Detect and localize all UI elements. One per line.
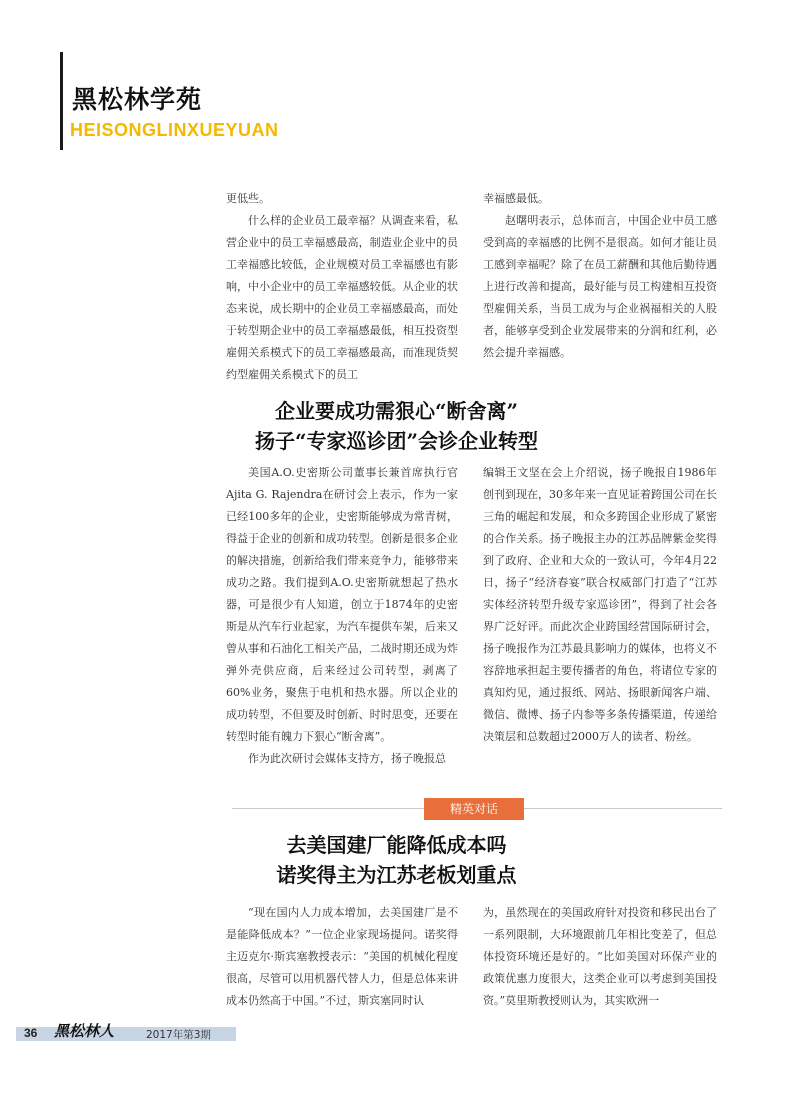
article3-right-column bbox=[483, 902, 717, 1012]
headline-line: 去美国建厂能降低成本吗 bbox=[286, 833, 507, 857]
article2-left-column bbox=[226, 462, 458, 770]
article2-headline bbox=[0, 396, 793, 456]
paragraph: 作为此次研讨会媒体支持方，扬子晚报总 bbox=[248, 752, 446, 765]
section1-left-column bbox=[226, 188, 458, 386]
paragraph: 更低些。 bbox=[226, 192, 270, 205]
paragraph: 赵曙明表示，总体而言，中国企业中员工感受到高的幸福感的比例不是很高。如何才能让员工感到幸福呢？除了在员工薪酬和其他后勤待遇上进行改善和提高，最好能与员工构建相互投资型雇佣关系，当员工成为与企业祸福相关的人股者，能够享受到企业发展带来的分润和红利，必然会提升幸福感。 bbox=[483, 214, 717, 359]
headline-line: 诺奖得主为江苏老板划重点 bbox=[276, 863, 517, 887]
header-accent-bar bbox=[60, 52, 63, 150]
section-title: 黑松林学苑 bbox=[72, 85, 203, 114]
paragraph: 幸福感最低。 bbox=[483, 192, 549, 205]
paragraph: 为，虽然现在的美国政府针对投资和移民出台了一系列限制，大环境跟前几年相比变差了，但总体投资环境还是好的。“比如美国对环保产业的政策优惠力度很大，这类企业可以考虑到美国投资。”莫里斯教授则认为，其实欧洲一 bbox=[483, 906, 717, 1007]
paragraph: “现在国内人力成本增加，去美国建厂是不是能降低成本？”一位企业家现场提问。诺奖得主迈克尔·斯宾塞教授表示：“美国的机械化程度很高，尽管可以用机器代替人力，但是总体来讲成本仍然高于中国。”不过，斯宾塞同时认 bbox=[226, 906, 458, 1007]
page-number: 36 bbox=[24, 1026, 38, 1040]
magazine-logo: 黑松林人 bbox=[54, 1022, 115, 1040]
paragraph: 什么样的企业员工最幸福？从调查来看，私营企业中的员工幸福感最高，制造业企业中的员工幸福感比较低，企业规模对员工幸福感也有影响，中小企业中的员工幸福感较低。从企业的状态来说，成长期中的企业员工幸福感最高，而处于转型期企业中的员工幸福感最低，相互投资型雇佣关系模式下的员工幸福感最高，而准现货契约型雇佣关系模式下的员工 bbox=[226, 214, 458, 381]
issue-label: 2017年第3期 bbox=[146, 1029, 211, 1041]
section1-right-column bbox=[483, 188, 717, 364]
article3-left-column bbox=[226, 902, 458, 1012]
section-tag: 精英对话 bbox=[424, 798, 524, 820]
paragraph: 美国A.O.史密斯公司董事长兼首席执行官Ajita G. Rajendra在研讨会上表示，作为一家已经100多年的企业，史密斯能够成为常青树，得益于企业的创新和成功转型。创新是很多企业的解决措施，创新给我们带来竞争力，能够带来成功之路。我们提到A.O.史密斯就想起了热水器，可是很少有人知道，创立于1874年的史密斯是从汽车行业起家，为汽车提供车架，后来又曾从事和石油化工相关产品，二战时期还成为炸弹外壳供应商，后来经过公司转型，剥离了60%业务，聚焦于电机和热水器。所以企业的成功转型，不但要及时创新、时时思变，还要在转型时能有魄力下狠心“断舍离”。 bbox=[226, 466, 458, 743]
headline-line: 企业要成功需狠心“断舍离” bbox=[274, 399, 518, 423]
section-title-pinyin: HEISONGLINXUEYUAN bbox=[70, 120, 279, 140]
article3-headline bbox=[0, 830, 793, 890]
paragraph: 编辑王文坚在会上介绍说，扬子晚报自1986年创刊到现在，30多年来一直见证着跨国公司在长三角的崛起和发展，和众多跨国企业形成了紧密的合作关系。扬子晚报主办的江苏品牌紫金奖得到了政府、企业和大众的一致认可，今年4月22日，扬子“经济春宴”联合权威部门打造了“江苏实体经济转型升级专家巡诊团”，得到了社会各界广泛好评。而此次企业跨国经营国际研讨会，扬子晚报作为江苏最具影响力的媒体，也将义不容辞地承担起主要传播者的角色，将诸位专家的真知灼见，通过报纸、网站、扬眼新闻客户端、微信、微博、扬子内参等多条传播渠道，传递给决策层和总数超过2000万人的读者、粉丝。 bbox=[483, 466, 717, 743]
article2-right-column bbox=[483, 462, 717, 748]
headline-line: 扬子“专家巡诊团”会诊企业转型 bbox=[254, 429, 538, 453]
